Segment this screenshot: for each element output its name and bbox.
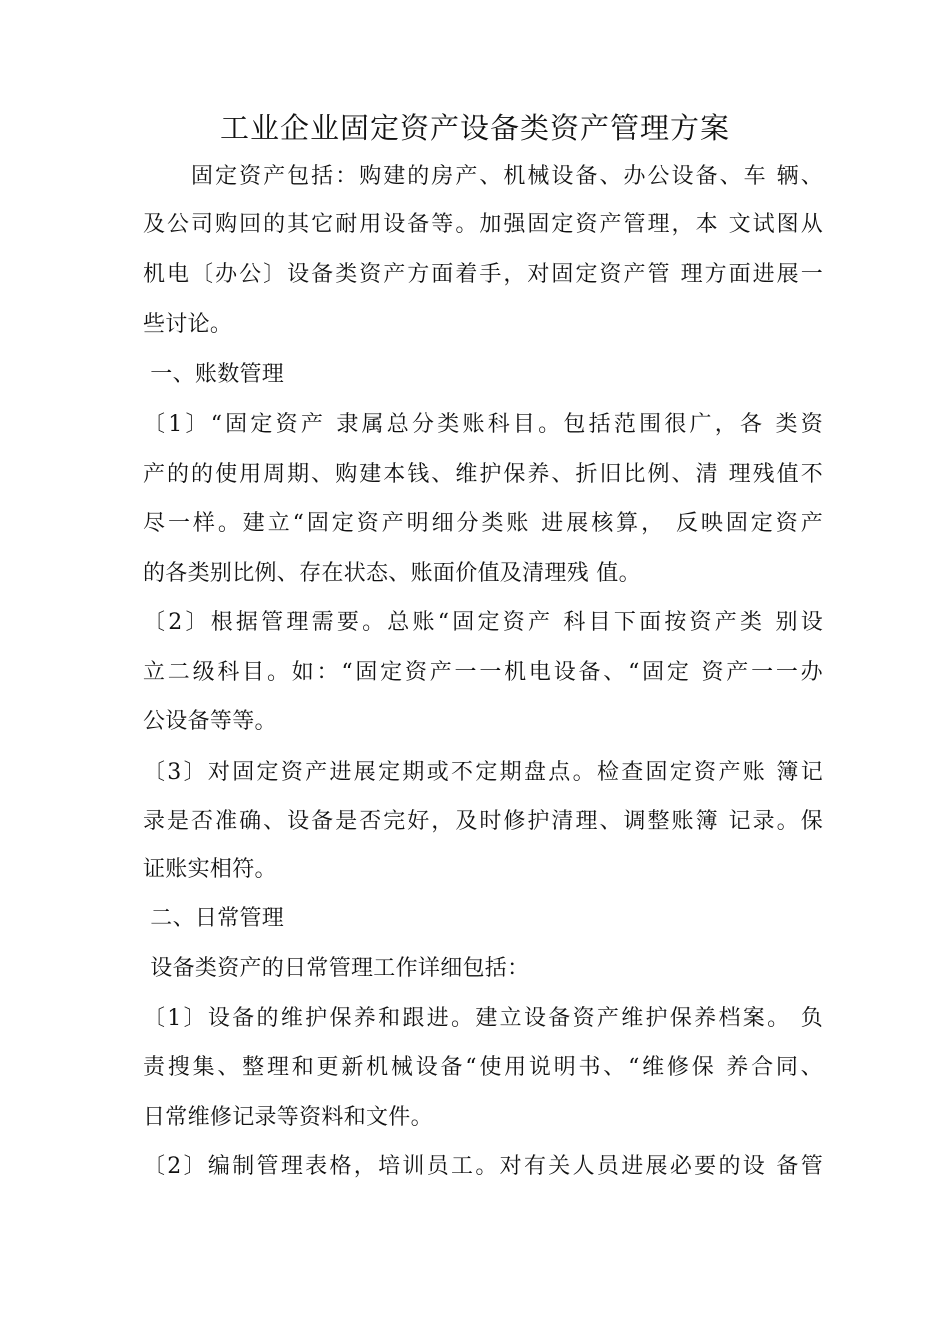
paragraph-line: 责搜集、整理和更新机械设备“使用说明书、“维修保 养合同、 (143, 1055, 823, 1080)
paragraph-line: 固定资产包括：购建的房产、机械设备、办公设备、车 辆、 (143, 164, 823, 189)
paragraph-line: 日常维修记录等资料和文件。 (143, 1105, 433, 1130)
section-heading: 一、账数管理 (143, 362, 285, 387)
paragraph-line: 产的的使用周期、购建本钱、维护保养、折旧比例、清 理残值不 (143, 462, 823, 487)
paragraph-line: 机电〔办公〕设备类资产方面着手，对固定资产管 理方面进展一 (143, 262, 823, 287)
paragraph-line: 〔2〕编制管理表格，培训员工。对有关人员进展必要的设 备管 (143, 1154, 823, 1179)
paragraph-line: 〔2〕根据管理需要。总账“固定资产 科目下面按资产类 别设 (143, 610, 823, 635)
paragraph-line: 设备类资产的日常管理工作详细包括： (143, 956, 530, 981)
paragraph-line: 证账实相符。 (143, 857, 277, 882)
paragraph-line: 〔1〕“固定资产 隶属总分类账科目。包括范围很广，各 类资 (143, 412, 823, 437)
paragraph-line: 尽一样。建立“固定资产明细分类账 进展核算， 反映固定资产 (143, 511, 823, 536)
paragraph-line: 的各类别比例、存在状态、账面价值及清理残 值。 (143, 561, 641, 586)
paragraph-line: 〔3〕对固定资产进展定期或不定期盘点。检查固定资产账 簿记 (143, 760, 823, 785)
paragraph-line: 立二级科目。如：“固定资产一一机电设备、“固定 资产一一办 (143, 660, 823, 685)
paragraph-line: 〔1〕设备的维护保养和跟进。建立设备资产维护保养档案。 负 (143, 1006, 823, 1031)
paragraph-line: 公设备等等。 (143, 709, 277, 734)
paragraph-line: 录是否准确、设备是否完好，及时修护清理、调整账簿 记录。保 (143, 809, 823, 834)
document-title: 工业企业固定资产设备类资产管理方案 (219, 111, 730, 145)
section-heading: 二、日常管理 (143, 906, 285, 931)
paragraph-line: 及公司购回的其它耐用设备等。加强固定资产管理，本 文试图从 (143, 212, 823, 237)
paragraph-line: 些讨论。 (143, 312, 233, 337)
